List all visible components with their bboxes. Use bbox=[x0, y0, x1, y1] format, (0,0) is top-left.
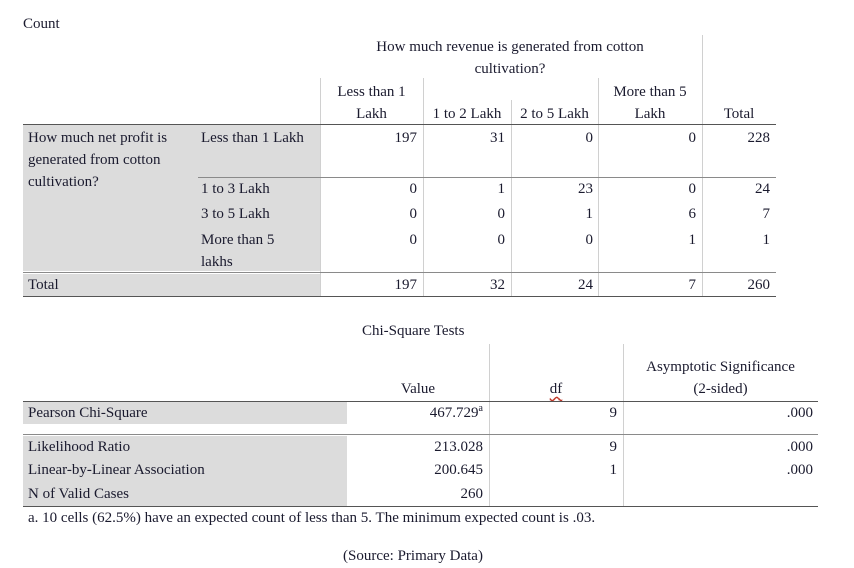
total-row-label: Total bbox=[28, 277, 59, 293]
cell-sig: .000 bbox=[786, 405, 813, 421]
col-header-1-line1: Less than 1 bbox=[337, 84, 406, 100]
header-value: Value bbox=[400, 381, 436, 397]
row-label: N of Valid Cases bbox=[28, 486, 129, 502]
col-header-total: Total bbox=[723, 106, 755, 122]
header-df: df bbox=[549, 381, 563, 397]
cell: 0 bbox=[409, 181, 417, 197]
col-var-line1: How much revenue is generated from cotton bbox=[376, 39, 644, 55]
header-sig-line2: (2-sided) bbox=[693, 381, 748, 397]
col-header-4-line1: More than 5 bbox=[613, 84, 687, 100]
row-var-line1: How much net profit is bbox=[28, 130, 168, 146]
cell: 7 bbox=[688, 277, 696, 293]
cell-total: 260 bbox=[747, 277, 770, 293]
cell-value: 467.729$^a$ bbox=[429, 403, 483, 421]
col-header-3: 2 to 5 Lakh bbox=[520, 106, 589, 122]
cell-df: 1 bbox=[609, 462, 617, 478]
total-rule bbox=[23, 272, 776, 273]
cell-value: 213.028 bbox=[434, 439, 483, 455]
cell-sig: .000 bbox=[786, 462, 813, 478]
cell-sig: .000 bbox=[786, 439, 813, 455]
cell: 24 bbox=[578, 277, 593, 293]
header-sig-line1: Asymptotic Significance bbox=[646, 359, 795, 375]
cell: 23 bbox=[578, 181, 593, 197]
cell: 0 bbox=[409, 206, 417, 222]
col-var-line2: cultivation? bbox=[474, 61, 546, 77]
cell-df: 9 bbox=[609, 439, 617, 455]
cell: 1 bbox=[688, 232, 696, 248]
row-rule bbox=[23, 434, 818, 435]
grid-line bbox=[702, 35, 703, 296]
cell-value: 260 bbox=[460, 486, 483, 502]
cell: 0 bbox=[497, 232, 505, 248]
col-header-1-line2: Lakh bbox=[356, 106, 387, 122]
cell: 0 bbox=[688, 130, 696, 146]
bottom-rule bbox=[23, 296, 776, 297]
cell-total: 228 bbox=[747, 130, 770, 146]
footnote: a. 10 cells (62.5%) have an expected count of less than 5. The minimum expected count is .03. bbox=[28, 510, 596, 526]
cell: 32 bbox=[490, 277, 505, 293]
row-label: 3 to 5 Lakh bbox=[201, 206, 270, 222]
cell-total: 7 bbox=[762, 206, 770, 222]
cell: 0 bbox=[585, 232, 593, 248]
cell: 197 bbox=[394, 277, 417, 293]
cell: 0 bbox=[585, 130, 593, 146]
row-label-line2: lakhs bbox=[201, 254, 233, 270]
cell-value: 200.645 bbox=[434, 462, 483, 478]
row-label: Less than 1 Lakh bbox=[201, 130, 304, 146]
row-var-line3: cultivation? bbox=[28, 174, 99, 190]
cell: 31 bbox=[490, 130, 505, 146]
cell: 1 bbox=[497, 181, 505, 197]
source-note: (Source: Primary Data) bbox=[343, 548, 483, 564]
row-label: Pearson Chi-Square bbox=[28, 405, 148, 421]
row-label-line1: More than 5 bbox=[201, 232, 275, 248]
row-label: Likelihood Ratio bbox=[28, 439, 131, 455]
grid-line bbox=[489, 344, 490, 506]
cell: 0 bbox=[409, 232, 417, 248]
cell: 197 bbox=[394, 130, 417, 146]
row-label: Linear-by-Linear Association bbox=[28, 462, 205, 478]
cell: 0 bbox=[497, 206, 505, 222]
col-header-4-line2: Lakh bbox=[634, 106, 666, 122]
cell-total: 1 bbox=[762, 232, 770, 248]
header-rule bbox=[23, 124, 776, 125]
cell-df: 9 bbox=[609, 405, 617, 421]
row-label: 1 to 3 Lakh bbox=[201, 181, 270, 197]
total-label-shade bbox=[23, 274, 320, 296]
cell: 1 bbox=[585, 206, 593, 222]
chisq-title: Chi-Square Tests bbox=[362, 323, 465, 339]
cell: 0 bbox=[688, 181, 696, 197]
row-var-line2: generated from cotton bbox=[28, 152, 161, 168]
crosstab-title: Count bbox=[23, 16, 60, 32]
col-header-2: 1 to 2 Lakh bbox=[432, 106, 502, 122]
cell-total: 24 bbox=[755, 181, 770, 197]
cell: 6 bbox=[688, 206, 696, 222]
